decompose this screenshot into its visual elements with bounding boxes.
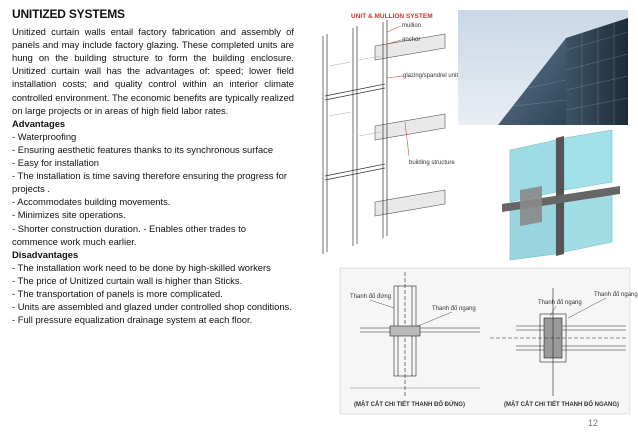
right-label-2: Thanh đố ngang	[594, 292, 638, 298]
section-drawing	[340, 268, 638, 414]
right-label-1: Thanh đố ngang	[538, 300, 582, 306]
page-number: 12	[587, 418, 598, 428]
list-item: - The installation is time saving therefore ensuring the progress for projects .	[12, 170, 287, 195]
text-column	[12, 8, 294, 326]
label-glazing-unit: glazing/spandrel unit	[403, 73, 459, 79]
disadvantages-heading: Disadvantages	[12, 248, 79, 260]
list-item: - The transportation of panels is more complicated.	[12, 287, 223, 299]
list-item: - Minimizes site operations.	[12, 209, 126, 221]
caption-right: (MẶT CẮT CHI TIẾT THANH ĐỐ NGANG)	[504, 402, 619, 408]
glass-joint-model	[502, 130, 620, 260]
list-item: - Waterproofing	[12, 130, 77, 142]
label-building-structure: building structure	[409, 160, 455, 166]
list-item: - Ensuring aesthetic features thanks to its synchronous surface	[12, 143, 274, 155]
diagram-title: UNIT & MULLION SYSTEM	[351, 13, 433, 20]
list-item: - Full pressure equalization drainage system at each floor.	[12, 314, 253, 326]
left-label-vertical: Thanh đố đứng	[350, 294, 392, 300]
caption-left: (MẶT CẮT CHI TIẾT THANH ĐỐ ĐỨNG)	[354, 402, 465, 408]
unit-mullion-diagram	[305, 6, 459, 258]
list-item: - Accommodates building movements.	[12, 196, 171, 208]
list-item: - Easy for installation	[12, 157, 100, 169]
building-photo	[458, 10, 628, 125]
label-anchor: anchor	[402, 37, 421, 43]
intro-paragraph: Unitized curtain walls entail factory fabrication and assembly of panels and may include factory glazing. These completed units are hung on the building structure to form the building enclosure. Unitized curtain wall has the advantages of: speed; lower field installation costs; and quality control within an interior climate controlled environment. The economic benefits are typically realized on large projects or in areas of high field labor rates.	[12, 26, 294, 116]
label-mullion: mullion	[402, 23, 422, 29]
page-title: UNITIZED SYSTEMS	[12, 7, 125, 21]
advantages-heading: Advantages	[12, 117, 66, 129]
left-label-horizontal: Thanh đố ngang	[432, 306, 476, 312]
list-item: - The installation work need to be done by high-skilled workers	[12, 261, 271, 273]
list-item: - The price of Unitized curtain wall is higher than Sticks.	[12, 274, 243, 286]
list-item: - Units are assembled and glazed under controlled shop conditions.	[12, 301, 292, 313]
list-item: - Shorter construction duration. - Enables other trades to commence work much earlier.	[12, 222, 246, 247]
